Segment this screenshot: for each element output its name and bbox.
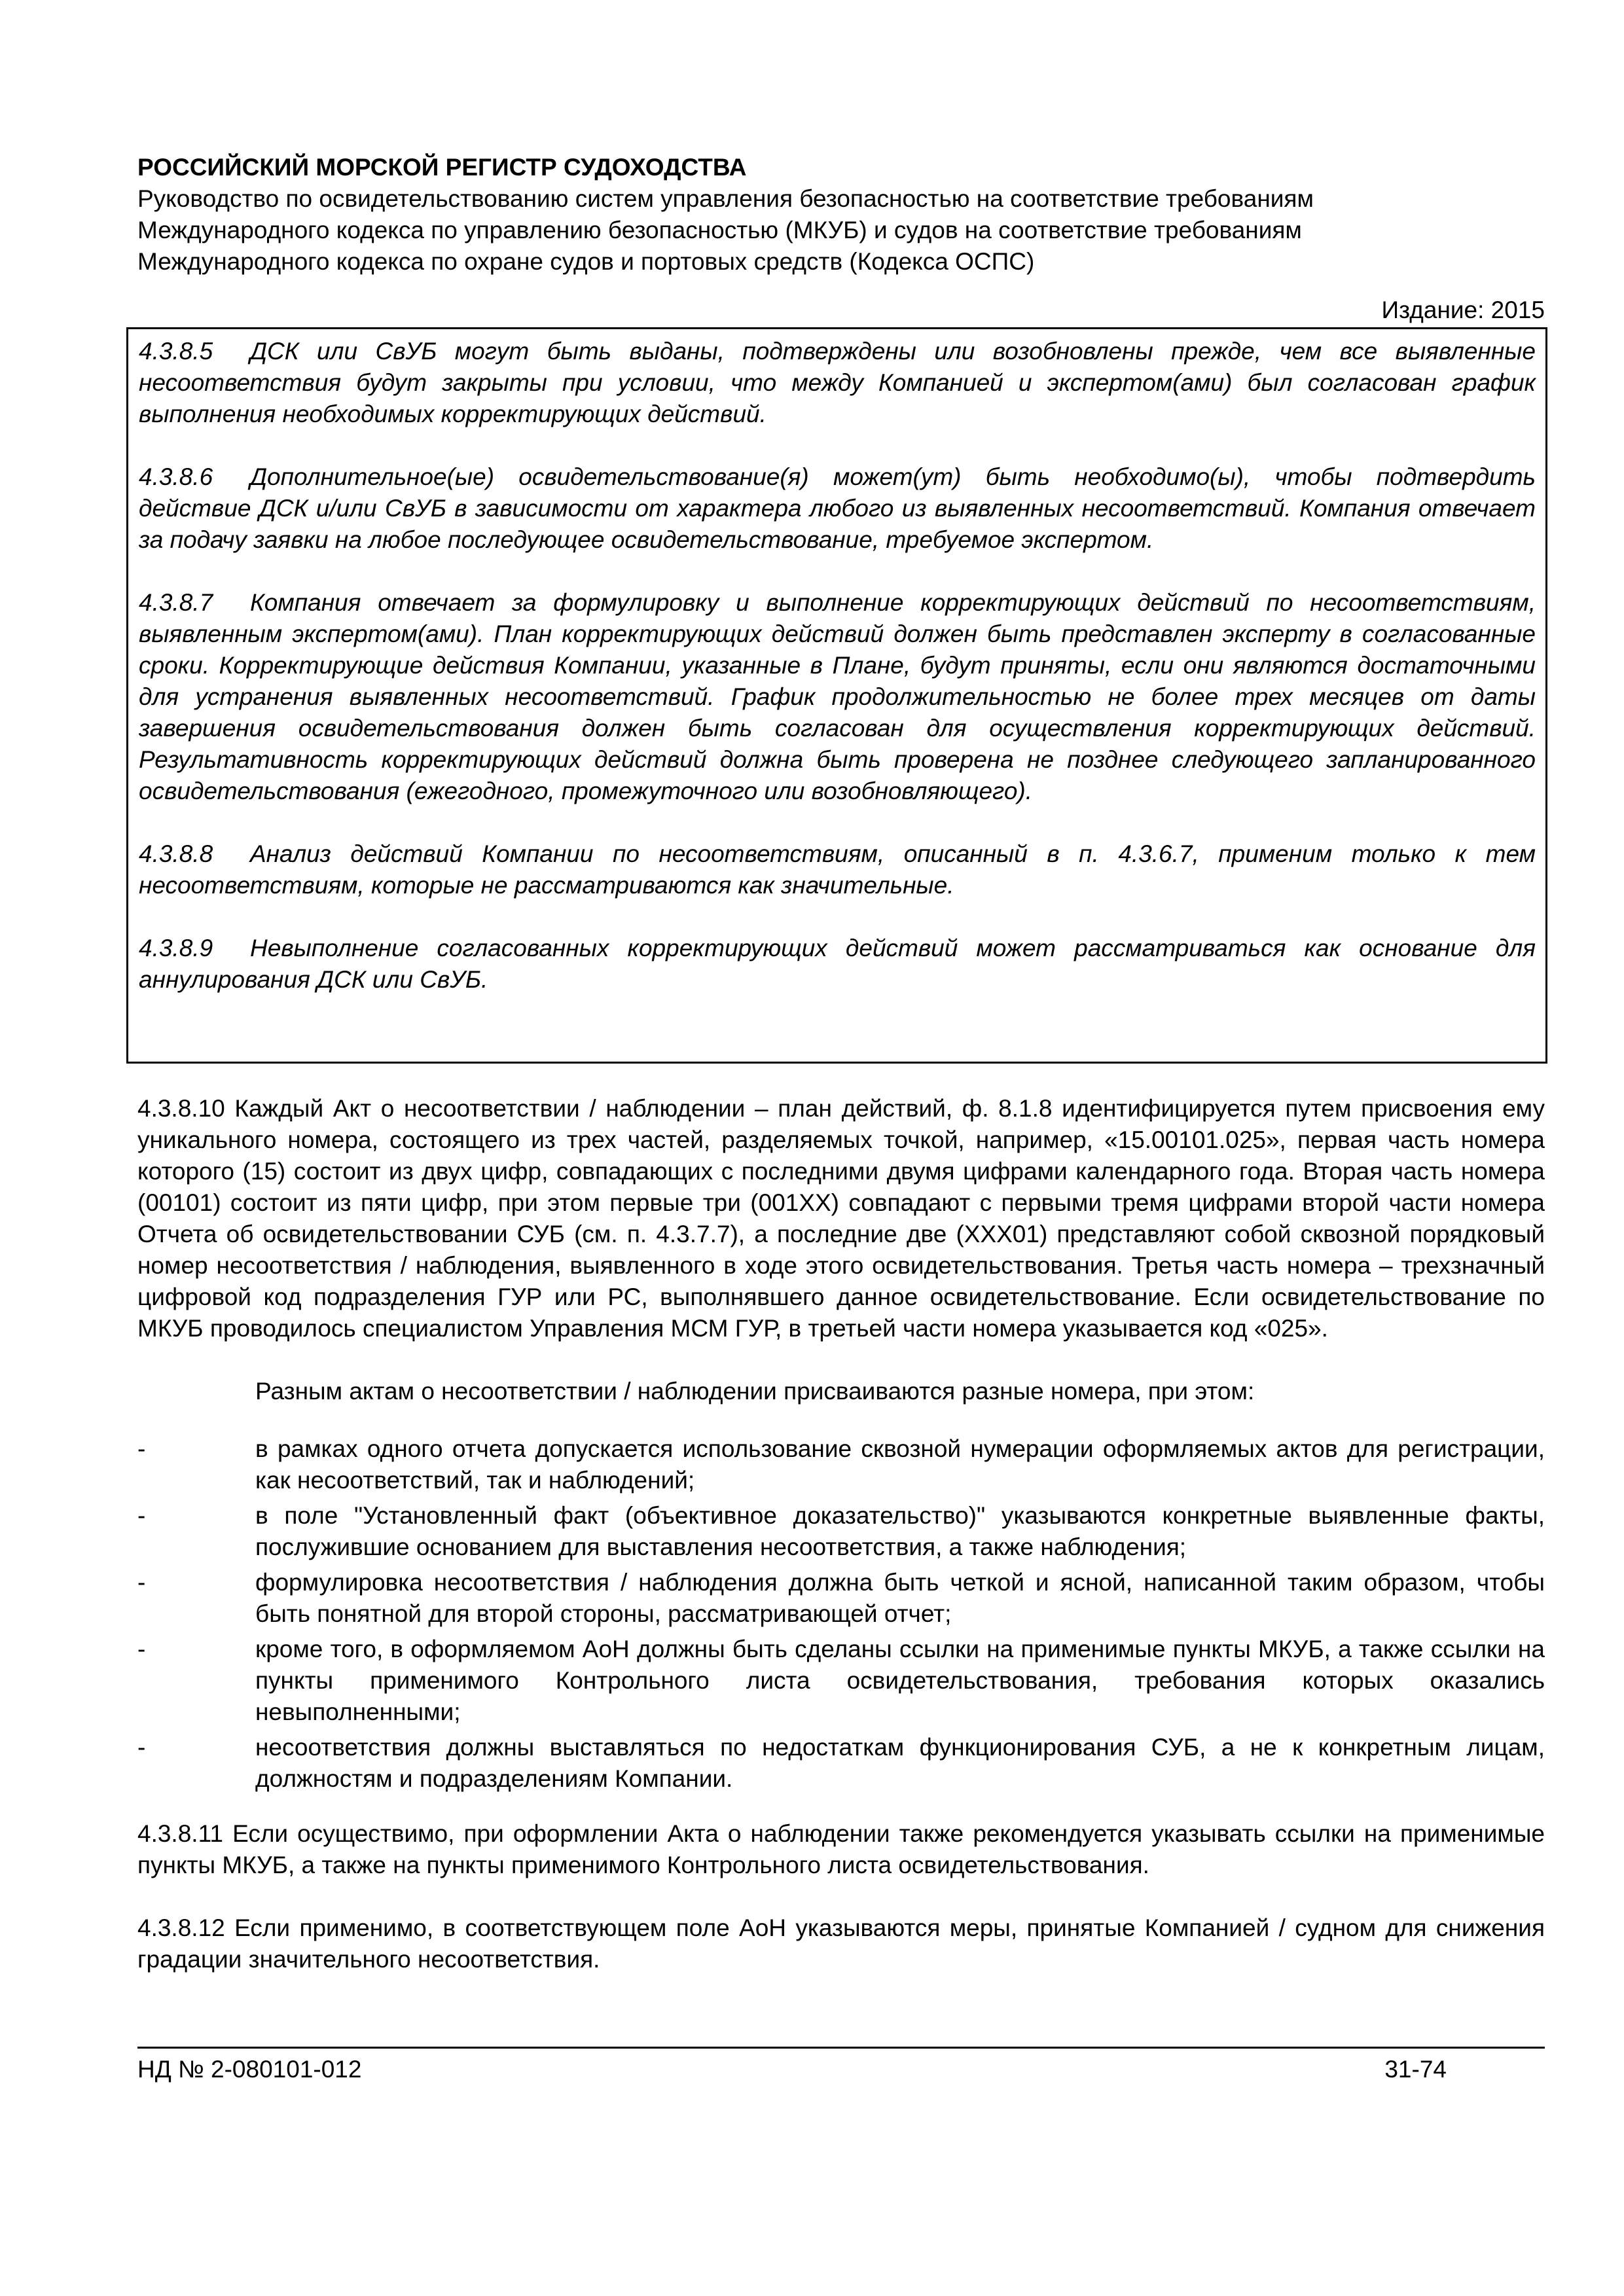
list-item [137, 1433, 1545, 1496]
paragraph-text: Анализ действий Компании по несоответствиям, описанный в п. 4.3.6.7, применим только к тем несоответствиям, которые не рассматриваются как значительные. [139, 840, 1536, 899]
paragraph-4-3-8-11 [137, 1818, 1545, 1881]
paragraph-4-3-8-7 [139, 587, 1536, 807]
paragraph-text: Компания отвечает за формулировку и выполнение корректирующих действий по несоответствиям, выявленным экспертом(ами). План корректирующих действий должен быть представлен эксперту в согласованные сроки. Корректирующие действия Компании, указанные в Плане, будут приняты, если они являются достаточными для устранения выявленных несоответствий. График продолжительностью не более трех месяцев от даты завершения освидетельствования должен быть согласован для осуществления корректирующих действий. Результативность корректирующих действий должна быть проверена не позднее следующего запланированного освидетельствования (ежегодного, промежуточного или возобновляющего). [139, 589, 1536, 804]
list-dash: - [137, 1435, 146, 1462]
paragraph-4-3-8-5 [139, 336, 1536, 430]
page-number: 31-74 [1384, 2056, 1447, 2083]
numbering-rules-list [137, 1433, 1545, 1795]
paragraph-text: Невыполнение согласованных корректирующих действий может рассматриваться как основание для аннулирования ДСК или СвУБ. [139, 935, 1536, 993]
list-dash: - [137, 1734, 146, 1761]
list-dash: - [137, 1569, 146, 1596]
paragraph-number: 4.3.8.8 [139, 840, 213, 867]
paragraph-4-3-8-10 [137, 1093, 1545, 1344]
document-title-line-1: Руководство по освидетельствованию систем управления безопасностью на соответствие требованиям [137, 185, 1314, 212]
boxed-section [126, 327, 1547, 1064]
list-item-text: формулировка несоответствия / наблюдения должна быть четкой и ясной, написанной таким образом, чтобы быть понятной для второй стороны, рассматривающей отчет; [255, 1569, 1545, 1627]
paragraph-number: 4.3.8.5 [139, 338, 213, 365]
paragraph-4-3-8-6 [139, 461, 1536, 556]
list-dash: - [137, 1502, 146, 1529]
edition-label: Издание: 2015 [1381, 296, 1545, 323]
paragraph-text: ДСК или СвУБ могут быть выданы, подтверждены или возобновлены прежде, чем все выявленные несоответствия будут закрыты при условии, что между Компанией и экспертом(ами) был согласован график выполнения необходимых корректирующих действий. [139, 338, 1536, 427]
list-item-text: несоответствия должны выставляться по недостаткам функционирования СУБ, а не к конкретным лицам, должностям и подразделениям Компании. [255, 1734, 1545, 1792]
paragraph-4-3-8-12 [137, 1912, 1545, 1975]
paragraph-number: 4.3.8.11 [137, 1820, 223, 1847]
paragraph-text: Каждый Акт о несоответствии / наблюдении – план действий, ф. 8.1.8 идентифицируется путем присвоения ему уникального номера, состоящего из трех частей, разделяемых точкой, например, «15.00101.025», первая часть номера которого (15) состоит из двух цифр, совпадающих с последними двумя цифрами календарного года. Вторая часть номера (00101) состоит из пяти цифр, при этом первые три (001XX) совпадают с первыми тремя цифрами второй части номера Отчета об освидетельствовании СУБ (см. п. 4.3.7.7), а последние две (XXX01) представляют собой сквозной порядковый номер несоответствия / наблюдения, выявленного в ходе этого освидетельствования. Третья часть номера – трехзначный цифровой код подразделения ГУР или РС, выполнявшего данное освидетельствование. Если освидетельствование по МКУБ проводилось специалистом Управления МСМ ГУР, в третьей части номера указывается код «025». [137, 1095, 1545, 1342]
document-title-line-3: Международного кодекса по охране судов и портовых средств (Кодекса ОСПС) [137, 248, 1035, 275]
paragraph-number: 4.3.8.6 [139, 463, 213, 490]
paragraph-number: 4.3.8.7 [139, 589, 213, 616]
paragraph-4-3-8-9 [139, 933, 1536, 996]
paragraph-4-3-8-8 [139, 838, 1536, 901]
numbering-intro: Разным актам о несоответствии / наблюдении присваиваются разные номера, при этом: [255, 1378, 1255, 1405]
list-item [137, 1732, 1545, 1795]
document-number: НД № 2-080101-012 [137, 2056, 362, 2083]
list-item-text: в поле "Установленный факт (объективное доказательство)" указываются конкретные выявленные факты, послужившие основанием для выставления несоответствия, а также наблюдения; [255, 1502, 1545, 1560]
list-item [137, 1634, 1545, 1728]
list-item-text: в рамках одного отчета допускается использование сквозной нумерации оформляемых актов для регистрации, как несоответствий, так и наблюдений; [255, 1435, 1545, 1494]
footer-divider [137, 2047, 1545, 2049]
paragraph-number: 4.3.8.9 [139, 935, 213, 961]
list-item [137, 1500, 1545, 1563]
paragraph-text: Если осуществимо, при оформлении Акта о наблюдении также рекомендуется указывать ссылки на применимые пункты МКУБ, а также на пункты применимого Контрольного листа освидетельствования. [137, 1820, 1545, 1878]
main-body [137, 1093, 1545, 2007]
paragraph-number: 4.3.8.12 [137, 1914, 225, 1941]
list-dash: - [137, 1636, 146, 1662]
organization-title: РОССИЙСКИЙ МОРСКОЙ РЕГИСТР СУДОХОДСТВА [137, 154, 747, 181]
list-item [137, 1567, 1545, 1630]
document-title-line-2: Международного кодекса по управлению безопасностью (МКУБ) и судов на соответствие требованиям [137, 217, 1302, 243]
document-header [137, 152, 1545, 278]
paragraph-text: Если применимо, в соответствующем поле АоН указываются меры, принятые Компанией / судном для снижения градации значительного несоответствия. [137, 1914, 1545, 1973]
list-item-text: кроме того, в оформляемом АоН должны быть сделаны ссылки на применимые пункты МКУБ, а также ссылки на пункты применимого Контрольного листа освидетельствования, требования которых оказались невыполненными; [255, 1636, 1545, 1725]
paragraph-text: Дополнительное(ые) освидетельствование(я) может(ут) быть необходимо(ы), чтобы подтвердить действие ДСК и/или СвУБ в зависимости от характера любого из выявленных несоответствий. Компания отвечает за подачу заявки на любое последующее освидетельствование, требуемое экспертом. [139, 463, 1536, 553]
paragraph-number: 4.3.8.10 [137, 1095, 225, 1122]
